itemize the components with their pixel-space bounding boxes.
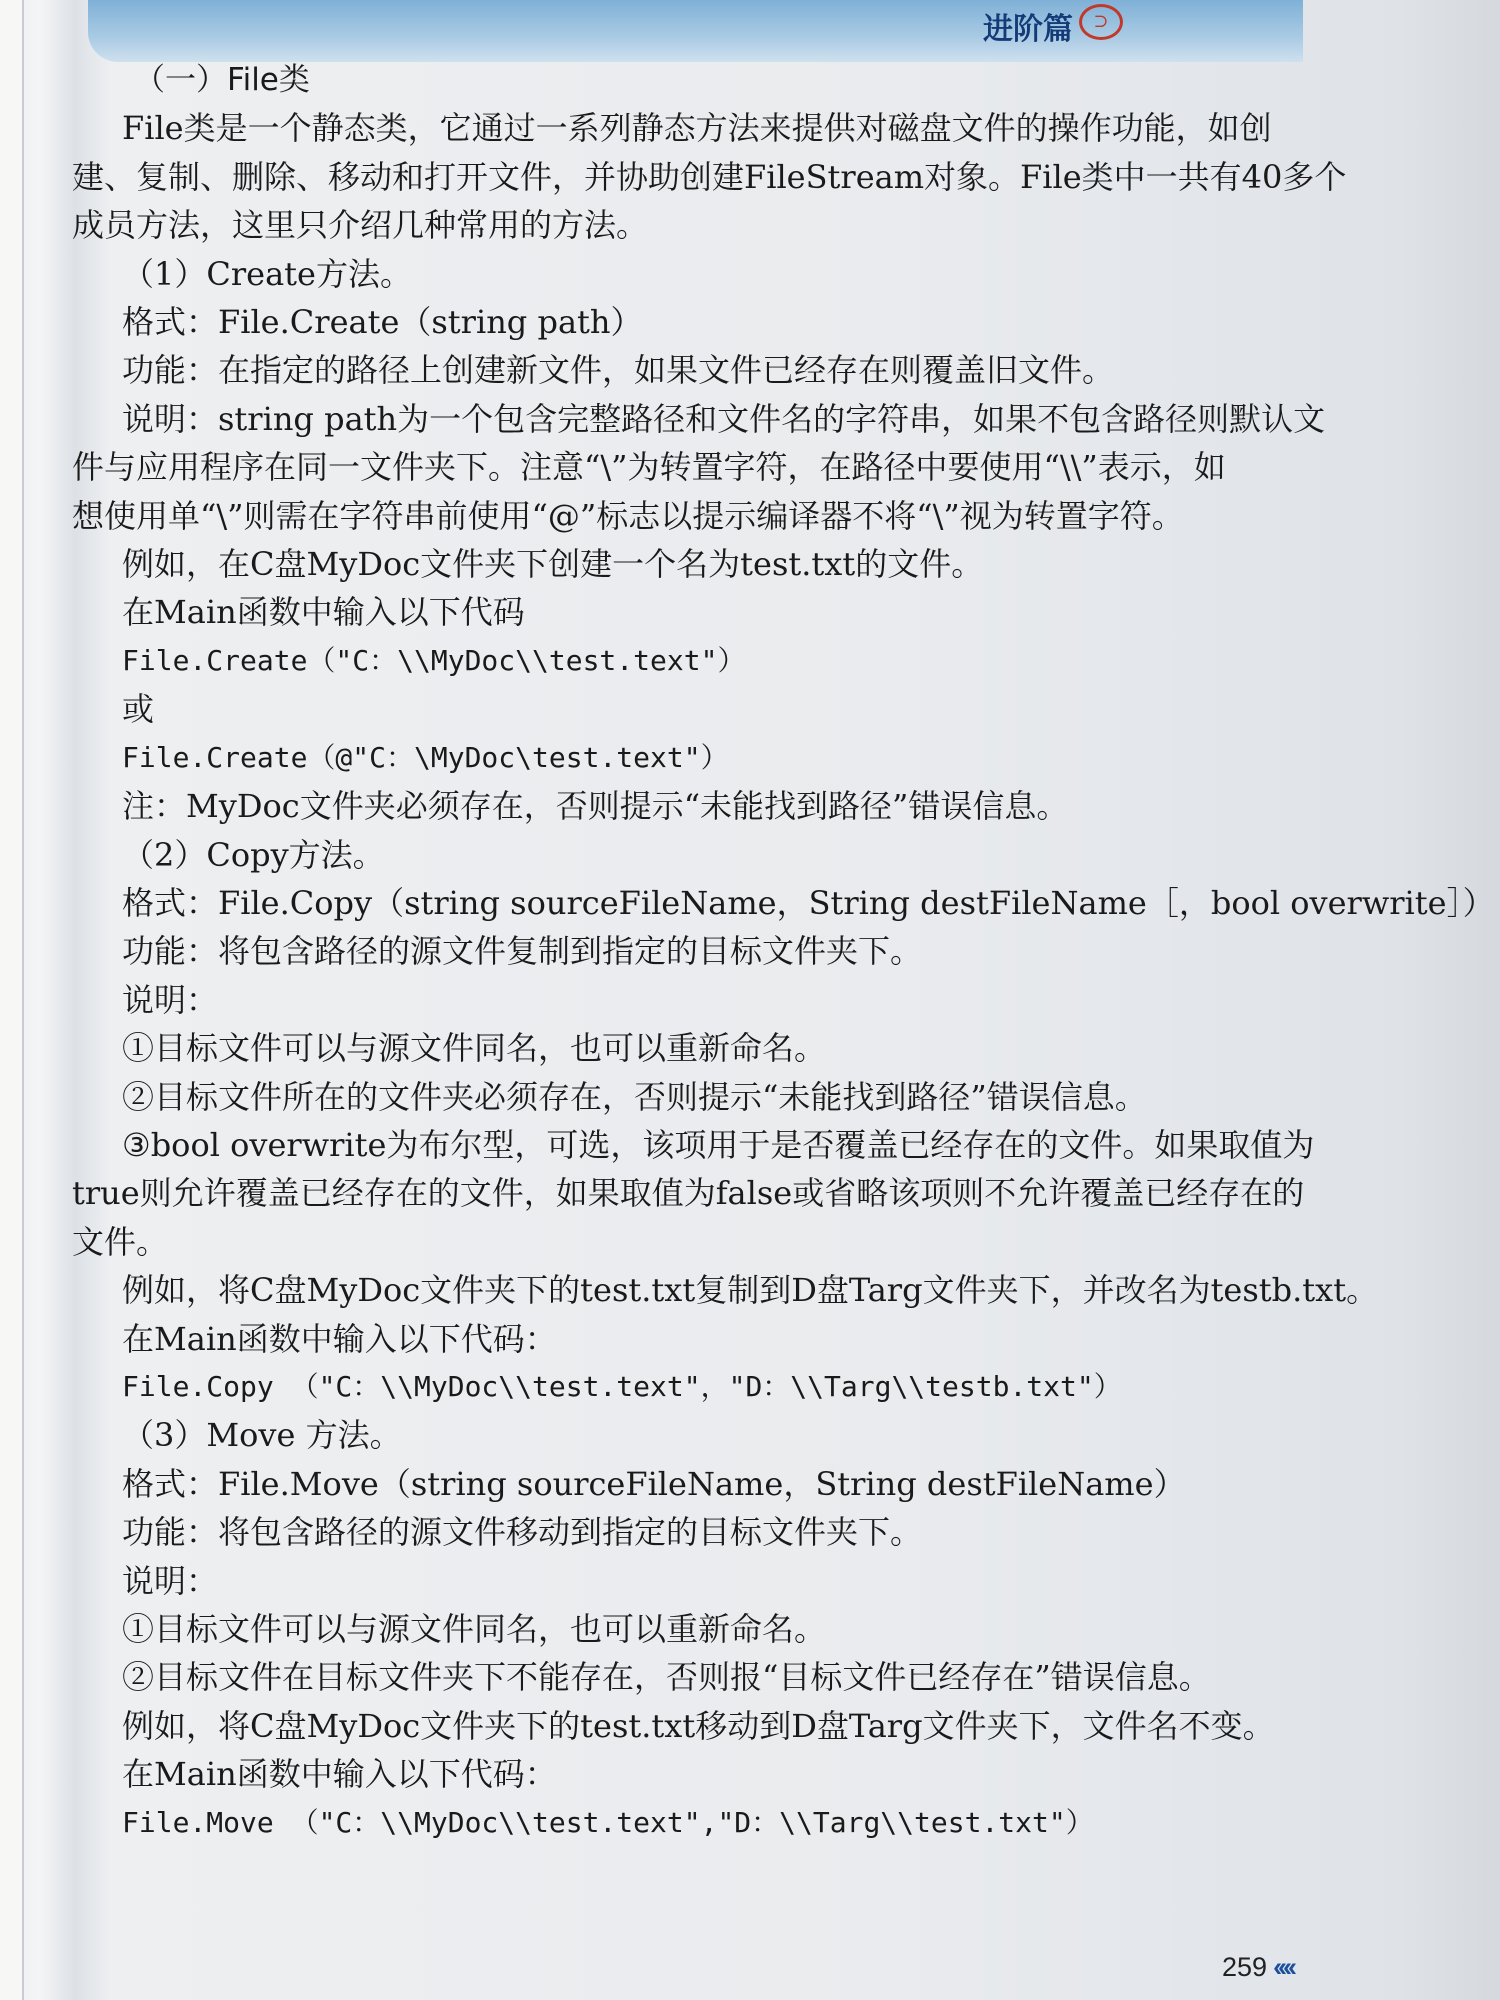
page-footer: [1222, 1952, 1293, 1983]
text-line: （3）Move 方法。: [122, 1416, 402, 1455]
code-line: File.Copy （"C：\\MyDoc\\test.text"，"D：\\Targ\\testb.txt"）: [122, 1369, 1122, 1403]
text-line: 件与应用程序在同一文件夹下。注意“\”为转置字符，在路径中要使用“\\”表示，如: [72, 448, 1226, 487]
text-line: true则允许覆盖已经存在的文件，如果取值为false或省略该项则不允许覆盖已经存在的: [72, 1174, 1305, 1213]
text-line: 格式：File.Copy（string sourceFileName，String destFileName［，bool overwrite］）: [122, 883, 1495, 922]
text-line: ②目标文件所在的文件夹必须存在，否则提示“未能找到路径”错误信息。: [122, 1077, 1147, 1116]
text-line: 在Main函数中输入以下代码: [122, 593, 525, 632]
mouse-icon: ⊃: [1079, 4, 1123, 40]
text-line: 例如，将C盘MyDoc文件夹下的test.txt复制到D盘Targ文件夹下，并改名为testb.txt。: [122, 1271, 1379, 1310]
text-line: 成员方法，这里只介绍几种常用的方法。: [72, 206, 649, 245]
text-line: 格式：File.Move（string sourceFileName，String destFileName）: [122, 1464, 1186, 1503]
text-line: 建、复制、删除、移动和打开文件，并协助创建FileStream对象。File类中一共有40多个: [72, 157, 1347, 196]
text-line: ①目标文件可以与源文件同名，也可以重新命名。: [122, 1610, 827, 1648]
page-number: 259: [1222, 1952, 1268, 1982]
text-line: 在Main函数中输入以下代码：: [122, 1755, 557, 1794]
text-line: 说明：string path为一个包含完整路径和文件名的字符串，如果不包含路径则默认文: [122, 399, 1326, 438]
code-line: File.Create（@"C：\MyDoc\test.text"）: [122, 740, 729, 774]
text-line: ③bool overwrite为布尔型，可选，该项用于是否覆盖已经存在的文件。如果取值为: [122, 1125, 1315, 1164]
text-line: 在Main函数中输入以下代码：: [122, 1319, 557, 1358]
text-line: 例如，将C盘MyDoc文件夹下的test.txt移动到D盘Targ文件夹下，文件名不变。: [122, 1706, 1275, 1745]
text-line: 功能：在指定的路径上创建新文件，如果文件已经存在则覆盖旧文件。: [122, 351, 1115, 390]
page-body: [72, 56, 1495, 1847]
text-line: File类是一个静态类，它通过一系列静态方法来提供对磁盘文件的操作功能，如创: [122, 109, 1272, 148]
section-title: 进阶篇: [983, 12, 1073, 47]
text-line: （2）Copy方法。: [122, 835, 385, 874]
text-line: 说明：: [122, 980, 219, 1019]
text-line: 想使用单“\”则需在字符串前使用“@”标志以提示编译器不将“\”视为转置字符。: [72, 496, 1184, 535]
text-line: ①目标文件可以与源文件同名，也可以重新命名。: [122, 1029, 827, 1068]
text-line: （1）Create方法。: [122, 254, 412, 293]
text-line: 功能：将包含路径的源文件复制到指定的目标文件夹下。: [122, 932, 923, 971]
text-line: ②目标文件在目标文件夹下不能存在，否则报“目标文件已经存在”错误信息。: [122, 1658, 1211, 1697]
chevrons-left-icon: ‹‹‹‹: [1273, 1952, 1294, 1982]
text-line: 格式：File.Create（string path）: [122, 303, 643, 342]
section-heading: （一）File类: [134, 62, 310, 98]
book-gutter: [0, 0, 24, 2000]
code-line: File.Create（"C：\\MyDoc\\test.text"）: [122, 643, 746, 677]
text-line: 或: [122, 690, 155, 729]
text-line: 功能：将包含路径的源文件移动到指定的目标文件夹下。: [122, 1513, 923, 1552]
text-line: 说明：: [122, 1561, 219, 1600]
text-line: 例如，在C盘MyDoc文件夹下创建一个名为test.txt的文件。: [122, 545, 984, 584]
text-line: 文件。: [72, 1222, 169, 1261]
code-line: File.Move （"C：\\MyDoc\\test.text","D：\\Targ\\test.txt"）: [122, 1805, 1094, 1839]
text-line: 注：MyDoc文件夹必须存在，否则提示“未能找到路径”错误信息。: [122, 787, 1069, 826]
header-banner: [88, 0, 1303, 62]
